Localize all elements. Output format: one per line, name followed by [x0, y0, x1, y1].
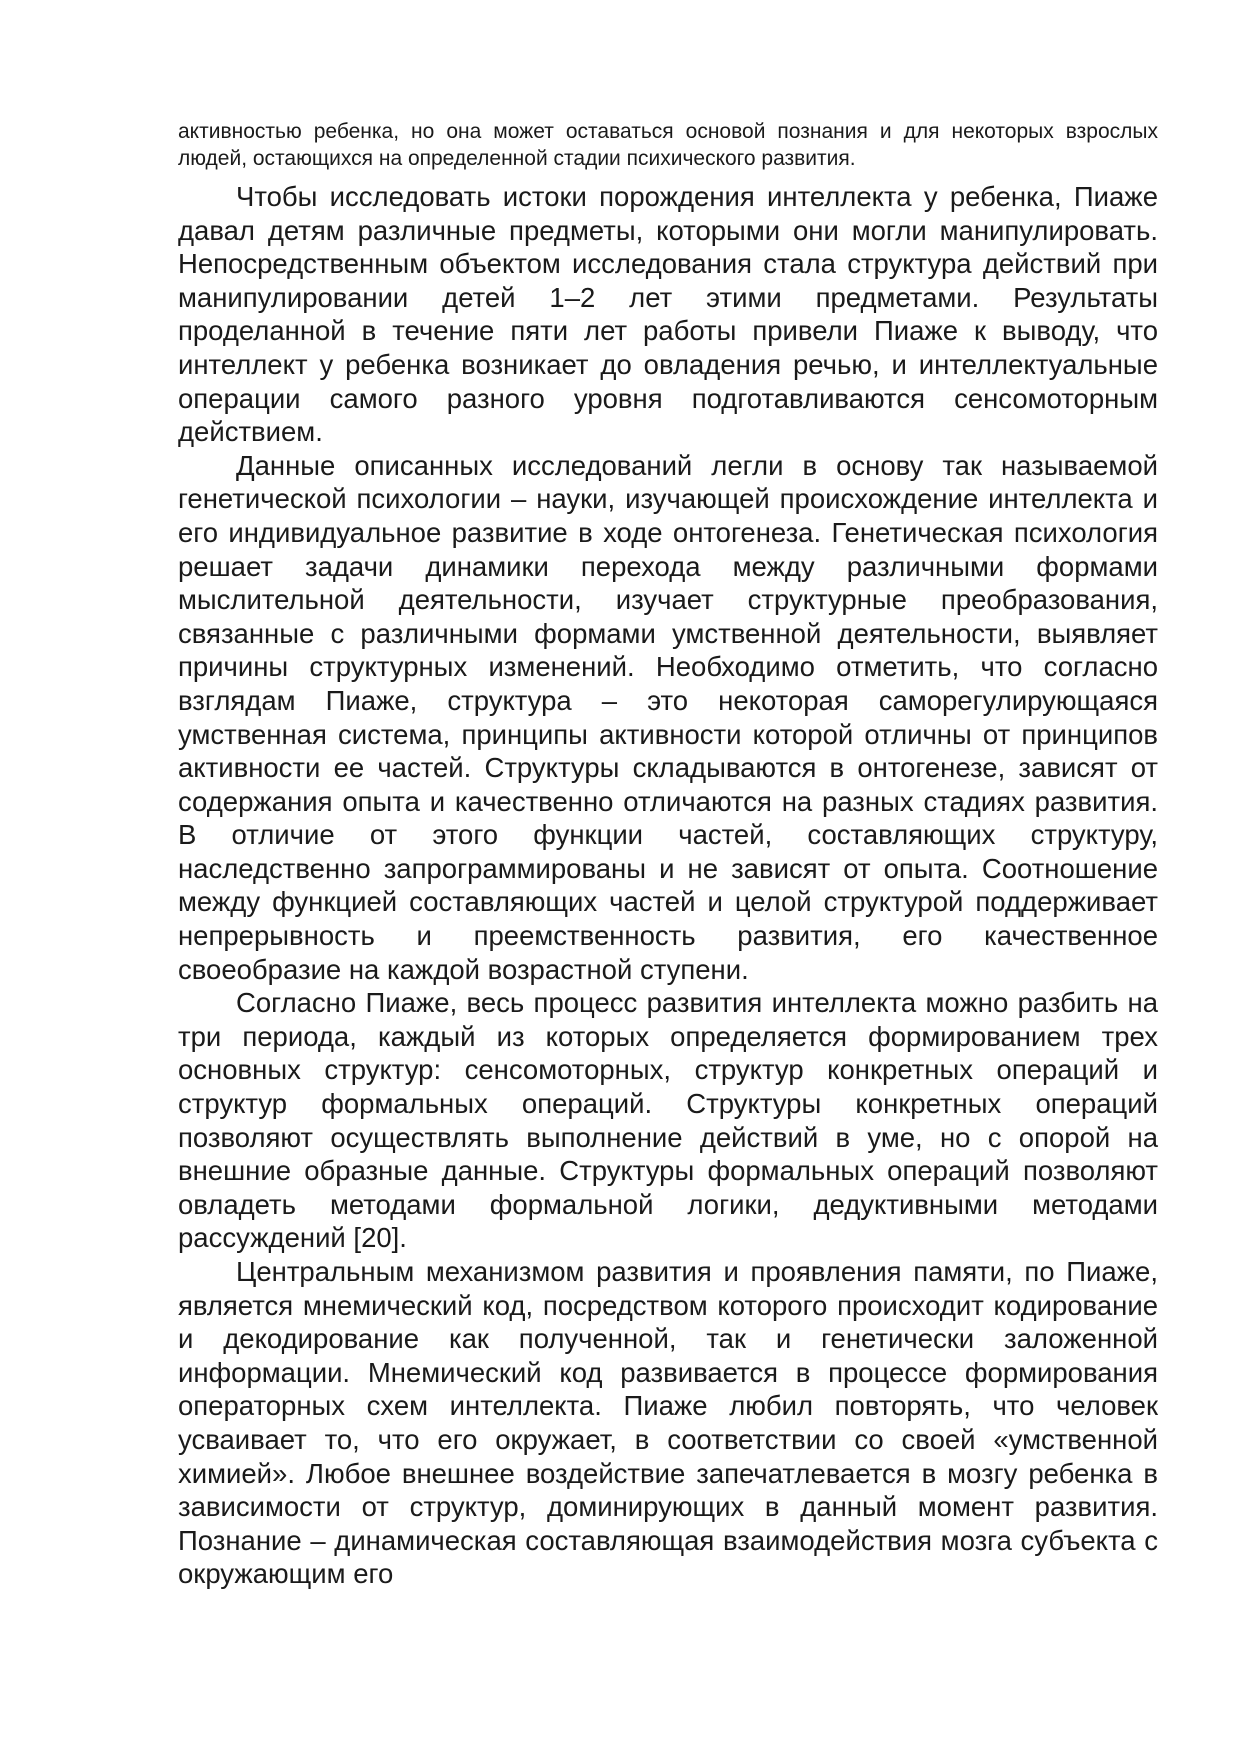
- continuation-text: активностью ребенка, но она может оставаться основой познания и для некоторых взрослых людей, остающихся на определенной стадии психического развития.: [178, 120, 1158, 170]
- paragraph-4: Центральным механизмом развития и проявления памяти, по Пиаже, является мнемический код, посредством которого происходит кодирование и декодирование как полученной, так и генетически заложенной информации. Мнемический код развивается в процессе формирования операторных схем интеллекта. Пиаже любил повторять, что человек усваивает то, что его окружает, в соответствии со своей «умственной химией». Любое внешнее воздействие запечатлевается в мозгу ребенка в зависимости от структур, доминирующих в данный момент развития. Познание – динамическая составляющая взаимодействия мозга субъекта с окружающим его: [178, 1256, 1158, 1590]
- paragraph-1: Чтобы исследовать истоки порождения интеллекта у ребенка, Пиаже давал детям различные предметы, которыми они могли манипулировать. Непосредственным объектом исследования стала структура действий при манипулировании детей 1–2 лет этими предметами. Результаты проделанной в течение пяти лет работы привели Пиаже к выводу, что интеллект у ребенка возникает до овладения речью, и интеллектуальные операции самого разного уровня подготавливаются сенсомоторным действием.: [178, 181, 1158, 448]
- paragraph-3: Согласно Пиаже, весь процесс развития интеллекта можно разбить на три периода, каждый из которых определяется формированием трех основных структур: сенсомоторных, структур конкретных операций и структур формальных операций. Структуры конкретных операций позволяют осуществлять выполнение действий в уме, но с опорой на внешние образные данные. Структуры формальных операций позволяют овладеть методами формальной логики, дедуктивными методами рассуждений [20].: [178, 987, 1158, 1254]
- paragraph-2: Данные описанных исследований легли в основу так называемой генетической психологии – науки, изучающей происхождение интеллекта и его индивидуальное развитие в ходе онтогенеза. Генетическая психология решает задачи динамики перехода между различными формами мыслительной деятельности, изучает структурные преобразования, связанные с различными формами умственной деятельности, выявляет причины структурных изменений. Необходимо отметить, что согласно взглядам Пиаже, структура – это некоторая саморегулирующаяся умственная система, принципы активности которой отличны от принципов активности ее частей. Структуры складываются в онтогенезе, зависят от содержания опыта и качественно отличаются на разных стадиях развития. В отличие от этого функции частей, составляющих структуру, наследственно запрограммированы и не зависят от опыта. Соотношение между функцией составляющих частей и целой структурой поддерживает непрерывность и преемственность развития, его качественное своеобразие на каждой возрастной ступени.: [178, 449, 1158, 985]
- document-page: [178, 118, 1158, 1591]
